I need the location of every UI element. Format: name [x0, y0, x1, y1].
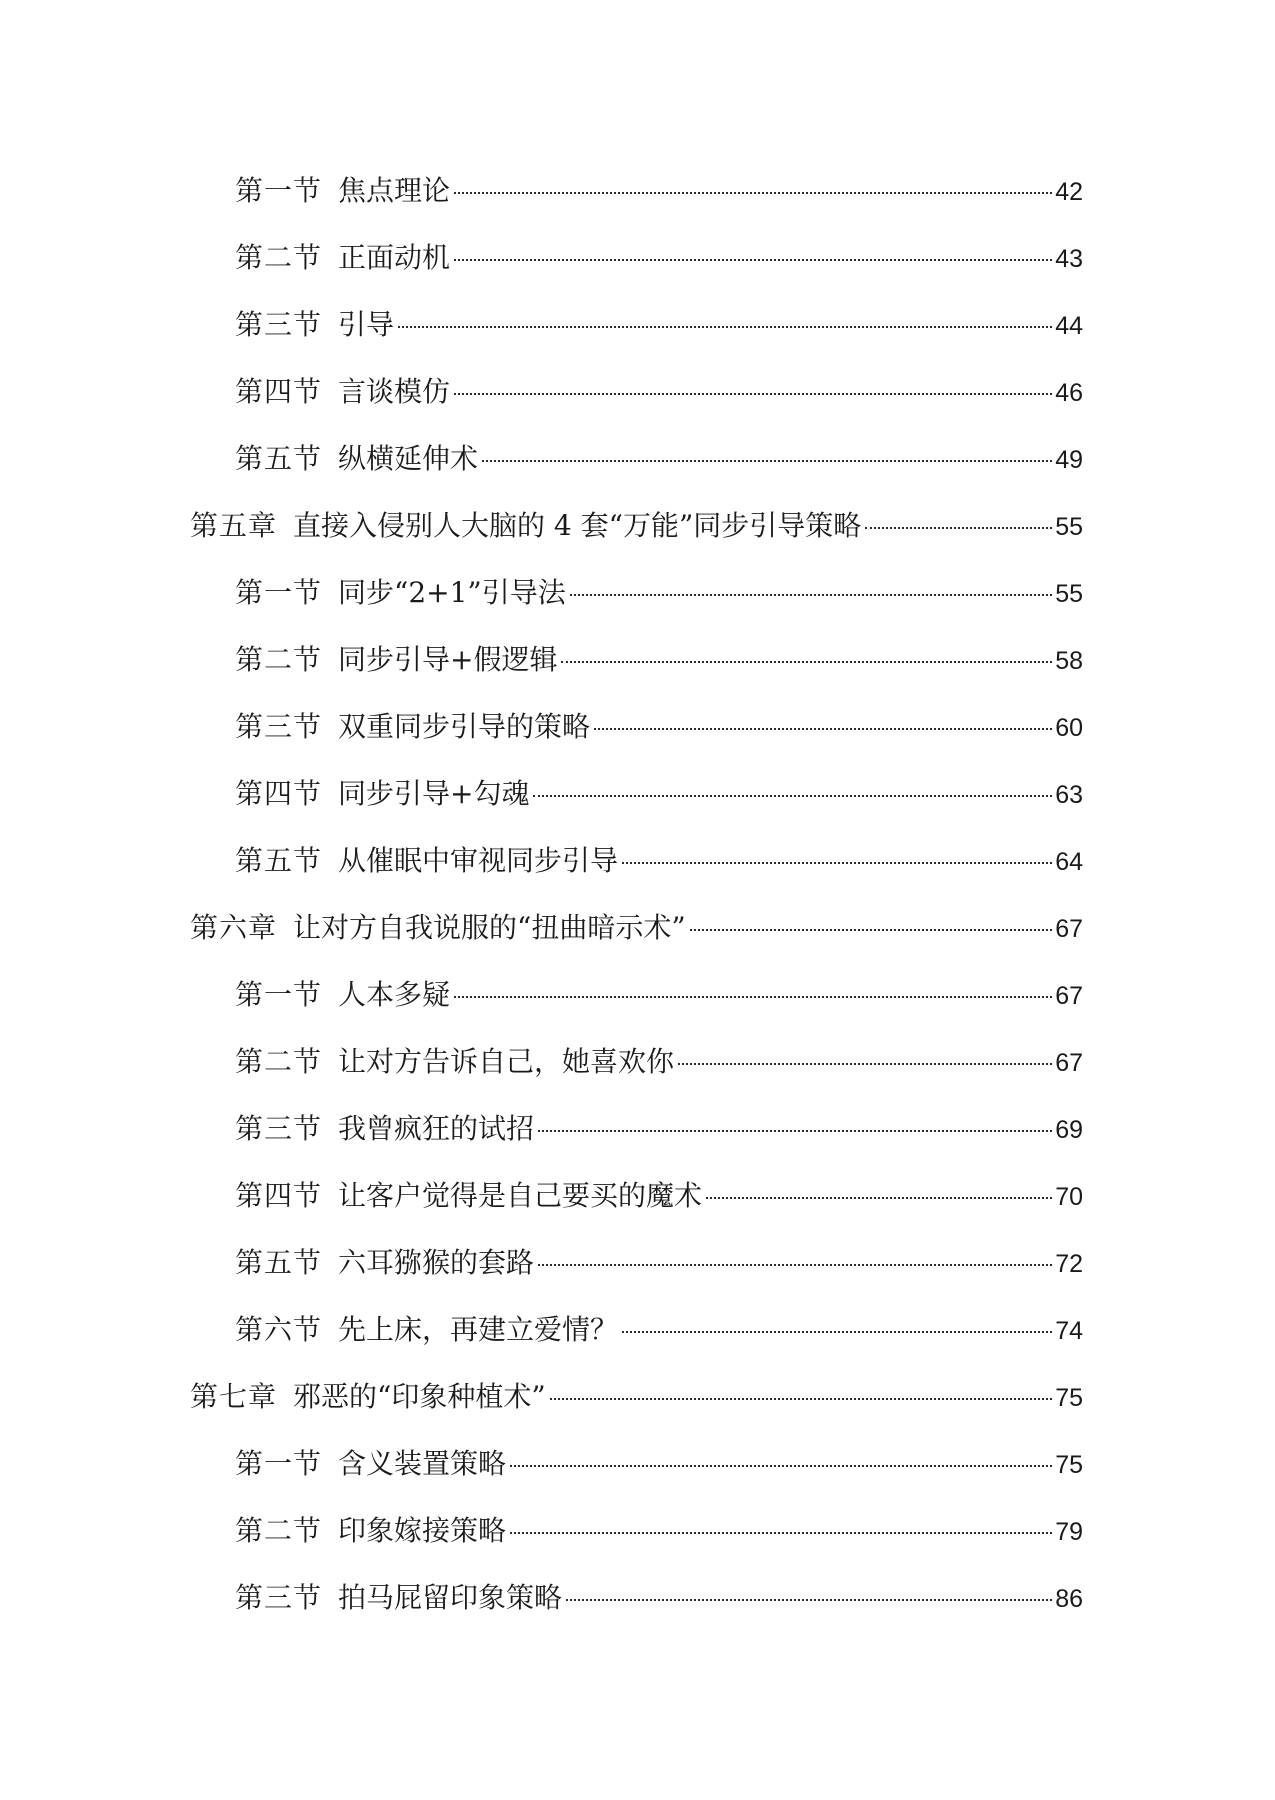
section-number: 第五节 — [235, 1246, 323, 1279]
dot-leader — [454, 192, 1052, 194]
toc-entry-label — [235, 827, 618, 894]
toc-section-entry[interactable] — [190, 1296, 1083, 1363]
dot-leader — [865, 527, 1052, 529]
toc-chapter-entry[interactable] — [190, 1363, 1083, 1430]
section-number: 第四节 — [235, 1179, 323, 1212]
chapter-title: 直接入侵别人大脑的 4 套“万能”同步引导策略 — [293, 509, 862, 542]
section-number: 第一节 — [235, 576, 323, 609]
page-number: 58 — [1055, 647, 1083, 675]
toc-entry-label — [235, 157, 450, 224]
section-number: 第三节 — [235, 710, 323, 743]
toc-entry-label — [235, 291, 394, 358]
page-number: 75 — [1055, 1451, 1083, 1479]
dot-leader — [570, 594, 1052, 596]
page-number: 67 — [1055, 1049, 1083, 1077]
toc-entry-label — [235, 1296, 618, 1363]
page-number: 72 — [1055, 1250, 1083, 1278]
section-number: 第二节 — [235, 643, 323, 676]
toc-section-entry[interactable] — [190, 961, 1083, 1028]
dot-leader — [533, 795, 1052, 797]
section-title: 同步引导+勾魂 — [338, 777, 530, 810]
toc-entry-label — [235, 1028, 674, 1095]
toc-chapter-entry[interactable] — [190, 894, 1083, 961]
dot-leader — [706, 1197, 1052, 1199]
chapter-number: 第七章 — [190, 1380, 278, 1413]
dot-leader — [594, 728, 1052, 730]
toc-section-entry[interactable] — [190, 291, 1083, 358]
page-number: 67 — [1055, 915, 1083, 943]
section-number: 第三节 — [235, 1581, 323, 1614]
toc-entry-label — [235, 425, 478, 492]
chapter-title: 邪恶的“印象种植术” — [293, 1380, 546, 1413]
section-title: 纵横延伸术 — [338, 442, 479, 475]
page-number: 67 — [1055, 982, 1083, 1010]
chapter-title: 让对方自我说服的“扭曲暗示术” — [293, 911, 686, 944]
section-title: 先上床，再建立爱情？ — [338, 1313, 619, 1346]
chapter-number: 第六章 — [190, 911, 278, 944]
dot-leader — [398, 326, 1052, 328]
table-of-contents — [190, 157, 1083, 1631]
toc-section-entry[interactable] — [190, 827, 1083, 894]
dot-leader — [678, 1063, 1052, 1065]
section-title: 同步“2+1”引导法 — [338, 576, 566, 609]
dot-leader — [482, 460, 1052, 462]
dot-leader — [561, 661, 1052, 663]
dot-leader — [566, 1599, 1052, 1601]
page-number: 43 — [1055, 245, 1083, 273]
section-number: 第五节 — [235, 844, 323, 877]
section-title: 我曾疯狂的试招 — [338, 1112, 535, 1145]
section-title: 双重同步引导的策略 — [338, 710, 591, 743]
toc-chapter-entry[interactable] — [190, 492, 1083, 559]
page-number: 44 — [1055, 312, 1083, 340]
section-number: 第五节 — [235, 442, 323, 475]
dot-leader — [622, 862, 1052, 864]
toc-section-entry[interactable] — [190, 626, 1083, 693]
toc-section-entry[interactable] — [190, 358, 1083, 425]
toc-section-entry[interactable] — [190, 693, 1083, 760]
dot-leader — [538, 1130, 1052, 1132]
toc-section-entry[interactable] — [190, 1564, 1083, 1631]
toc-entry-label — [235, 1430, 506, 1497]
toc-entry-label — [235, 760, 529, 827]
page-number: 79 — [1055, 1518, 1083, 1546]
page-number: 86 — [1055, 1585, 1083, 1613]
section-number: 第二节 — [235, 241, 323, 274]
toc-entry-label — [235, 1162, 702, 1229]
dot-leader — [454, 259, 1052, 261]
dot-leader — [690, 929, 1053, 931]
toc-entry-label — [190, 1363, 546, 1430]
section-title: 焦点理论 — [338, 174, 451, 207]
toc-section-entry[interactable] — [190, 425, 1083, 492]
page-number: 49 — [1055, 446, 1083, 474]
page-number: 42 — [1055, 178, 1083, 206]
dot-leader — [550, 1398, 1053, 1400]
toc-entry-label — [235, 961, 450, 1028]
section-title: 正面动机 — [338, 241, 451, 274]
page-number: 74 — [1055, 1317, 1083, 1345]
page-number: 63 — [1055, 781, 1083, 809]
toc-section-entry[interactable] — [190, 559, 1083, 626]
section-number: 第一节 — [235, 174, 323, 207]
toc-entry-label — [235, 693, 590, 760]
toc-entry-label — [235, 559, 566, 626]
toc-entry-label — [190, 492, 861, 559]
toc-section-entry[interactable] — [190, 1028, 1083, 1095]
dot-leader — [510, 1532, 1052, 1534]
page-number: 64 — [1055, 848, 1083, 876]
dot-leader — [454, 996, 1052, 998]
section-number: 第六节 — [235, 1313, 323, 1346]
section-title: 让客户觉得是自己要买的魔术 — [338, 1179, 703, 1212]
toc-entry-label — [235, 224, 450, 291]
toc-section-entry[interactable] — [190, 224, 1083, 291]
toc-section-entry[interactable] — [190, 760, 1083, 827]
section-title: 人本多疑 — [338, 978, 451, 1011]
section-number: 第三节 — [235, 1112, 323, 1145]
section-title: 引导 — [338, 308, 395, 341]
page-number: 60 — [1055, 714, 1083, 742]
toc-entry-label — [235, 1564, 562, 1631]
toc-section-entry[interactable] — [190, 1162, 1083, 1229]
toc-entry-label — [235, 1095, 534, 1162]
dot-leader — [510, 1465, 1052, 1467]
section-number: 第二节 — [235, 1045, 323, 1078]
section-number: 第三节 — [235, 308, 323, 341]
toc-section-entry[interactable] — [190, 1497, 1083, 1564]
section-title: 含义装置策略 — [338, 1447, 507, 1480]
section-title: 同步引导+假逻辑 — [338, 643, 558, 676]
page-number: 55 — [1055, 513, 1083, 541]
dot-leader — [538, 1264, 1052, 1266]
section-number: 第一节 — [235, 1447, 323, 1480]
section-number: 第二节 — [235, 1514, 323, 1547]
toc-section-entry[interactable] — [190, 1229, 1083, 1296]
section-title: 言谈模仿 — [338, 375, 451, 408]
toc-entry-label — [235, 1229, 534, 1296]
section-title: 拍马屁留印象策略 — [338, 1581, 563, 1614]
chapter-number: 第五章 — [190, 509, 278, 542]
page-number: 46 — [1055, 379, 1083, 407]
toc-entry-label — [235, 626, 557, 693]
section-number: 第四节 — [235, 777, 323, 810]
section-title: 印象嫁接策略 — [338, 1514, 507, 1547]
toc-entry-label — [235, 1497, 506, 1564]
toc-section-entry[interactable] — [190, 1095, 1083, 1162]
section-title: 让对方告诉自己，她喜欢你 — [338, 1045, 675, 1078]
page-number: 75 — [1055, 1384, 1083, 1412]
section-title: 六耳猕猴的套路 — [338, 1246, 535, 1279]
toc-entry-label — [235, 358, 450, 425]
page-number: 69 — [1055, 1116, 1083, 1144]
toc-section-entry[interactable] — [190, 157, 1083, 224]
dot-leader — [622, 1331, 1052, 1333]
toc-section-entry[interactable] — [190, 1430, 1083, 1497]
page-number: 55 — [1055, 580, 1083, 608]
dot-leader — [454, 393, 1052, 395]
section-number: 第一节 — [235, 978, 323, 1011]
section-title: 从催眠中审视同步引导 — [338, 844, 619, 877]
section-number: 第四节 — [235, 375, 323, 408]
toc-entry-label — [190, 894, 686, 961]
page-number: 70 — [1055, 1183, 1083, 1211]
